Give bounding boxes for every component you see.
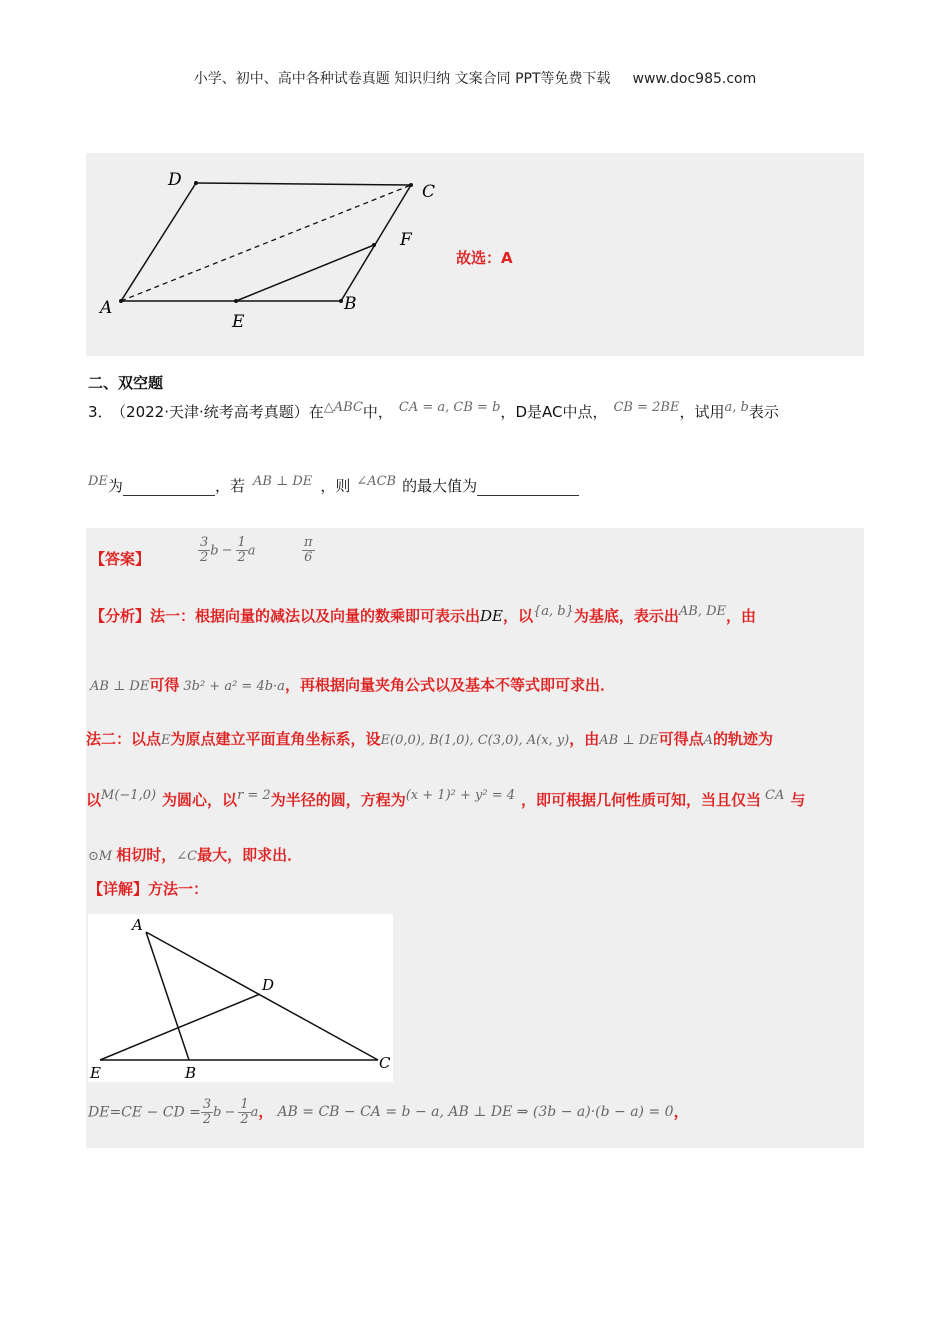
answer-expr-1: $\frac{3}{2}$ b − $\frac{1}{2}$ a [200,535,256,566]
header-text: 小学、初中、高中各种试卷真题 知识归纳 文案合同 PPT等免费下载 [193,71,611,87]
answer-expr-2: $\frac{\pi}{6}$ [304,535,313,566]
detail-equation: DE=CE − CD = $\frac{3}{2}$ b − $\frac{1}{2}$ a， AB = CB − CA = b − a, AB ⊥ DE ⇒ (3b − a)·(b − a) = 0， [88,1097,689,1128]
analysis-line5: ⊙M 相切时，∠C最大，即求出． [88,846,303,864]
label-a: A [100,298,113,318]
answer-label: 【答案】 [90,550,151,568]
label-c: C [379,1054,391,1072]
triangle-figure-box [88,914,393,1082]
label-b: B [344,294,357,314]
figure1-block [86,153,864,356]
answer-blank-1[interactable] [123,477,215,496]
header-site: www.doc985.com [632,71,757,87]
segment-ef [236,245,374,301]
answer-row [90,536,790,580]
figure1-answer: 故选：A [456,249,513,267]
edge-dc [196,183,411,185]
edge-ac [146,932,378,1060]
segment-ed [100,994,260,1060]
label-d: D [262,976,275,994]
label-f: F [400,230,412,250]
solution-block [86,528,864,1148]
analysis-line4: 以$^{M(-1,0)}$ 为圆心，以$^{r = 2}$为半径的圆，方程为$^{(x + 1)^2 + y^2 = 4}$ ，即可根据几何性质可知，当且仅当 $^{CA}$ 与 [86,788,806,809]
analysis-line3: 法二：以点E为原点建立平面直角坐标系，设E(0,0), B(1,0), C(3,0), A(x, y)，由AB ⊥ DE可得点A的轨迹为 [86,730,774,748]
question-line2: $^{DE}$为 ，若 $^{AB \perp DE}$ ，则 $^{\angle ACB}$ 的最大值为 [88,474,868,504]
parallelogram-figure [86,153,486,353]
edge-ad [121,183,196,301]
label-c: C [422,182,436,202]
triangle-figure [88,914,393,1082]
answer-blank-2[interactable] [477,477,579,496]
detail-label: 【详解】方法一： [88,880,209,898]
analysis-line1: 【分析】法一：根据向量的减法以及向量的数乘即可表示出DE，以$^{\{a, b\}}$为基底，表示出$^{AB, DE}$，由 [90,604,757,625]
question-line1: 3． （2022·天津·统考高考真题）在$^{\triangle ABC}$中， $^{CA = a, CB = b}$，D是AC中点， $^{CB = 2BE}$，试用$^{a, b}$表示 [88,400,779,421]
label-d: D [168,170,182,190]
edge-ab [146,932,189,1060]
analysis-line2: AB ⊥ DE可得 3b² + a² = 4b·a，再根据向量夹角公式以及基本不等式即可求出． [90,676,615,694]
label-e: E [90,1064,101,1082]
label-e: E [232,312,245,332]
diagonal-ac [121,185,411,301]
section-title: 二、双空题 [88,374,164,392]
page-header [0,68,950,88]
label-b: B [185,1064,197,1082]
label-a: A [132,916,143,934]
